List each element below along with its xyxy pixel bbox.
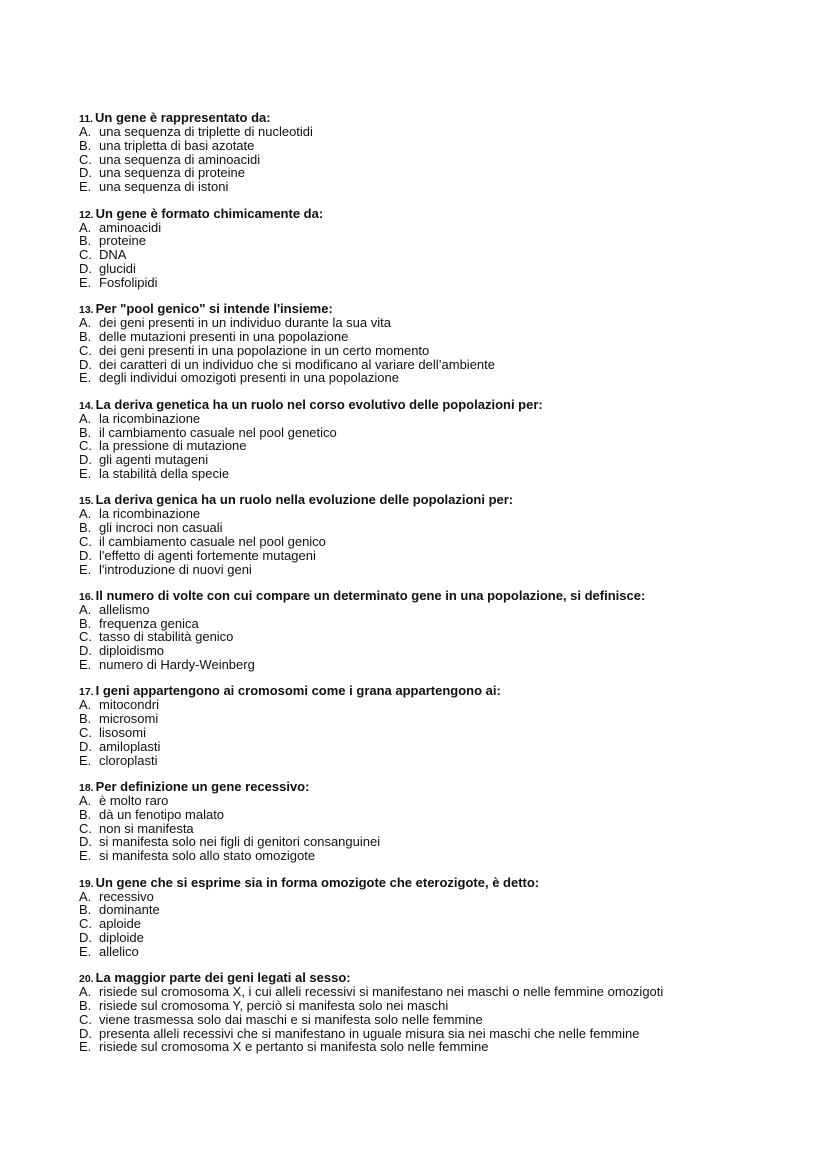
option-letter: D. (79, 1025, 92, 1041)
option-letter: D. (79, 834, 92, 850)
answer-option (79, 507, 799, 521)
option-letter: B. (79, 520, 92, 536)
answer-option (79, 822, 799, 836)
question-title (79, 493, 799, 507)
option-letter: A. (79, 984, 92, 1000)
option-letter: B. (79, 424, 92, 440)
option-letter: C. (79, 1011, 92, 1027)
option-text: dà un fenotipo malato (99, 806, 225, 822)
answer-option (79, 603, 799, 617)
answer-option (79, 453, 799, 467)
answer-option (79, 1040, 799, 1054)
question-text: Un gene è formato chimicamente da: (95, 205, 324, 221)
answer-option (79, 125, 799, 139)
question-text: Un gene che si esprime sia in forma omozigote che eterozigote, è detto: (95, 874, 540, 890)
option-letter: D. (79, 260, 92, 276)
option-letter: B. (79, 137, 92, 153)
option-letter: E. (79, 943, 92, 959)
option-text: frequenza genica (99, 615, 199, 631)
option-text: si manifesta solo allo stato omozigote (99, 848, 316, 864)
question-block (79, 111, 799, 194)
option-text: la pressione di mutazione (99, 438, 247, 454)
option-letter: D. (79, 930, 92, 946)
answer-option (79, 330, 799, 344)
option-letter: D. (79, 356, 92, 372)
answer-option (79, 658, 799, 672)
option-letter: C. (79, 438, 92, 454)
answer-option (79, 234, 799, 248)
option-text: DNA (99, 247, 127, 263)
option-text: il cambiamento casuale nel pool genetico (99, 424, 337, 440)
option-text: diploidismo (99, 643, 165, 659)
option-text: proteine (99, 233, 146, 249)
option-letter: E. (79, 752, 92, 768)
answer-option (79, 439, 799, 453)
option-text: risiede sul cromosoma Y, perciò si manifesta solo nei maschi (99, 998, 449, 1013)
answer-option (79, 180, 799, 194)
option-text: mitocondri (99, 697, 159, 713)
option-letter: A. (79, 697, 92, 713)
answer-option (79, 139, 799, 153)
option-letter: B. (79, 998, 92, 1013)
question-number: 18. (79, 782, 94, 795)
option-letter: E. (79, 848, 92, 864)
answer-option (79, 248, 799, 262)
option-text: risiede sul cromosoma X, i cui alleli recessivi si manifestano nei maschi o nelle femmine omozigoti (99, 984, 664, 1000)
option-text: viene trasmessa solo dai maschi e si manifesta solo nelle femmine (99, 1011, 483, 1027)
answer-option (79, 1013, 799, 1027)
answer-option (79, 849, 799, 863)
answer-option (79, 794, 799, 808)
option-text: dei geni presenti in una popolazione in un certo momento (99, 342, 430, 358)
question-number: 12. (79, 208, 94, 221)
question-text: Un gene è rappresentato da: (95, 110, 271, 125)
option-letter: A. (79, 793, 92, 809)
option-text: microsomi (99, 711, 159, 727)
answer-option (79, 617, 799, 631)
option-letter: A. (79, 315, 92, 331)
question-text: I geni appartengono ai cromosomi come i grana appartengono ai: (95, 683, 501, 699)
answer-option (79, 903, 799, 917)
option-letter: E. (79, 274, 92, 290)
option-letter: B. (79, 328, 92, 344)
option-text: dei caratteri di un individuo che si modificano al variare dell’ambiente (99, 356, 495, 372)
option-text: la ricombinazione (99, 410, 201, 426)
option-text: una sequenza di triplette di nucleotidi (99, 124, 313, 139)
answer-option (79, 412, 799, 426)
option-text: tasso di stabilità genico (99, 629, 234, 645)
answer-option (79, 945, 799, 959)
answer-option (79, 917, 799, 931)
question-title (79, 207, 799, 221)
option-letter: E. (79, 370, 92, 386)
option-text: allelico (99, 943, 139, 959)
answer-option (79, 698, 799, 712)
option-letter: C. (79, 533, 92, 549)
option-text: cloroplasti (99, 752, 158, 768)
answer-option (79, 835, 799, 849)
option-letter: E. (79, 179, 92, 195)
option-text: presenta alleli recessivi che si manifestano in uguale misura sia nei maschi che nelle femmine (99, 1025, 640, 1041)
option-text: una sequenza di aminoacidi (99, 151, 261, 167)
option-text: allelismo (99, 601, 150, 617)
question-number: 13. (79, 304, 94, 317)
option-text: una sequenza di istoni (99, 179, 229, 195)
option-text: dei geni presenti in un individuo durante la sua vita (99, 315, 391, 331)
option-letter: C. (79, 725, 92, 741)
question-title (79, 302, 799, 316)
option-text: numero di Hardy-Weinberg (99, 657, 255, 673)
answer-option (79, 740, 799, 754)
question-block (79, 780, 799, 863)
answer-option (79, 644, 799, 658)
option-text: non si manifesta (99, 820, 194, 836)
option-letter: C. (79, 151, 92, 167)
option-letter: E. (79, 465, 92, 481)
option-text: l'introduzione di nuovi geni (99, 561, 252, 577)
option-letter: C. (79, 916, 92, 932)
answer-option (79, 521, 799, 535)
question-block (79, 876, 799, 959)
option-text: amiloplasti (99, 738, 161, 754)
option-letter: E. (79, 657, 92, 673)
question-text: Per "pool genico" si intende l'insieme: (95, 301, 333, 317)
answer-option (79, 276, 799, 290)
question-block (79, 971, 799, 1054)
option-text: gli incroci non casuali (99, 520, 223, 536)
option-text: il cambiamento casuale nel pool genico (99, 533, 326, 549)
option-text: gli agenti mutageni (99, 452, 209, 468)
option-letter: A. (79, 601, 92, 617)
option-text: lisosomi (99, 725, 146, 741)
option-text: Fosfolipidi (99, 274, 158, 290)
option-text: risiede sul cromosoma X e pertanto si manifesta solo nelle femmine (99, 1039, 489, 1055)
question-title (79, 398, 799, 412)
question-text: Per definizione un gene recessivo: (95, 779, 310, 795)
question-text: La maggior parte dei geni legati al sesso: (95, 970, 351, 986)
answer-option (79, 426, 799, 440)
option-letter: E. (79, 1039, 92, 1055)
answer-option (79, 726, 799, 740)
question-number: 15. (79, 495, 94, 508)
option-letter: A. (79, 888, 92, 904)
option-letter: A. (79, 219, 92, 235)
option-letter: C. (79, 342, 92, 358)
question-text: Il numero di volte con cui compare un determinato gene in una popolazione, si definisce: (95, 587, 646, 603)
option-letter: A. (79, 506, 92, 522)
option-text: glucidi (99, 260, 136, 276)
answer-option (79, 549, 799, 563)
question-block (79, 684, 799, 767)
option-letter: B. (79, 806, 92, 822)
option-text: aploide (99, 916, 141, 932)
answer-option (79, 1027, 799, 1041)
answer-option (79, 808, 799, 822)
question-title (79, 780, 799, 794)
answer-option (79, 166, 799, 180)
question-block (79, 493, 799, 576)
question-number: 14. (79, 399, 94, 412)
option-letter: E. (79, 561, 92, 577)
question-block (79, 302, 799, 385)
answer-option (79, 999, 799, 1013)
option-letter: D. (79, 643, 92, 659)
option-text: diploide (99, 930, 144, 946)
question-number: 20. (79, 973, 94, 986)
answer-option (79, 467, 799, 481)
question-block (79, 589, 799, 672)
question-number: 11. (79, 113, 94, 125)
option-letter: B. (79, 615, 92, 631)
option-letter: D. (79, 452, 92, 468)
answer-option (79, 535, 799, 549)
quiz-page (79, 111, 799, 1067)
answer-option (79, 754, 799, 768)
option-letter: B. (79, 902, 92, 918)
option-letter: B. (79, 711, 92, 727)
option-letter: D. (79, 547, 92, 563)
option-letter: C. (79, 247, 92, 263)
option-text: la ricombinazione (99, 506, 201, 522)
option-text: una sequenza di proteine (99, 165, 246, 181)
answer-option (79, 890, 799, 904)
option-letter: A. (79, 124, 92, 139)
option-text: l'effetto di agenti fortemente mutageni (99, 547, 316, 563)
question-number: 16. (79, 590, 94, 603)
answer-option (79, 712, 799, 726)
option-text: degli individui omozigoti presenti in una popolazione (99, 370, 399, 386)
option-text: la stabilità della specie (99, 465, 230, 481)
question-title (79, 971, 799, 985)
answer-option (79, 358, 799, 372)
option-text: una tripletta di basi azotate (99, 137, 255, 153)
question-block (79, 398, 799, 481)
option-text: recessivo (99, 888, 154, 904)
question-text: La deriva genetica ha un ruolo nel corso evolutivo delle popolazioni per: (95, 396, 543, 412)
question-title (79, 589, 799, 603)
option-letter: C. (79, 820, 92, 836)
question-block (79, 207, 799, 290)
question-number: 19. (79, 877, 94, 890)
answer-option (79, 344, 799, 358)
question-title (79, 684, 799, 698)
answer-option (79, 262, 799, 276)
option-text: delle mutazioni presenti in una popolazione (99, 328, 349, 344)
option-text: è molto raro (99, 793, 169, 809)
question-title (79, 876, 799, 890)
answer-option (79, 985, 799, 999)
option-text: dominante (99, 902, 160, 918)
question-text: La deriva genica ha un ruolo nella evoluzione delle popolazioni per: (95, 492, 514, 508)
question-title (79, 111, 799, 125)
option-text: si manifesta solo nei figli di genitori consanguinei (99, 834, 381, 850)
answer-option (79, 931, 799, 945)
answer-option (79, 153, 799, 167)
option-letter: B. (79, 233, 92, 249)
answer-option (79, 316, 799, 330)
answer-option (79, 630, 799, 644)
answer-option (79, 221, 799, 235)
answer-option (79, 371, 799, 385)
option-letter: D. (79, 165, 92, 181)
answer-option (79, 563, 799, 577)
option-letter: A. (79, 410, 92, 426)
option-letter: C. (79, 629, 92, 645)
option-text: aminoacidi (99, 219, 162, 235)
question-number: 17. (79, 686, 94, 699)
option-letter: D. (79, 738, 92, 754)
